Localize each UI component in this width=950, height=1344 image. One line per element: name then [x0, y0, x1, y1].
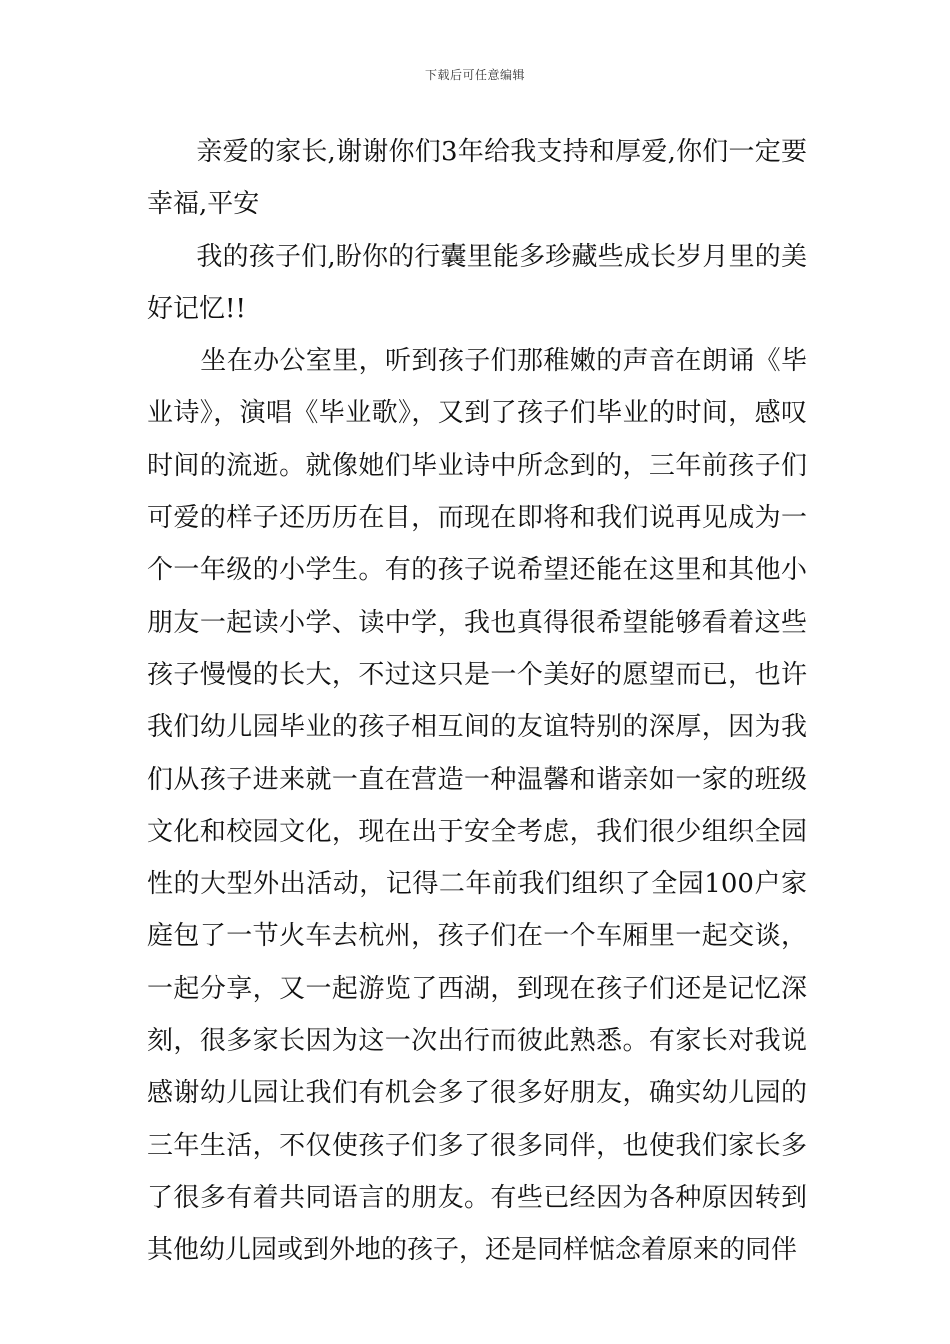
paragraph-thanks-parents: 亲爱的家长,谢谢你们3年给我支持和厚爱,你们一定要幸福,平安 — [147, 137, 807, 220]
page-header: 下载后可任意编辑 — [424, 68, 525, 82]
paragraph-graduation: 坐在办公室里，听到孩子们那稚嫩的声音在朗诵《毕业诗》，演唱《毕业歌》，又到了孩子们毕业的时间，感叹时间的流逝。就像她们毕业诗中所念到的，三年前孩子们可爱的样子还历历在目，而现在即将和我们说再见成为一个一年级的小学生。有的孩子说希望还能在这里和其他小朋友一起读小学、读中学，我也真得很希望能够看着这些孩子慢慢的长大，不过这只是一个美好的愿望而已，也许我们幼儿园毕业的孩子相互间的友谊特别的深厚，因为我们从孩子进来就一直在营造一种温馨和谐亲如一家的班级文化和校园文化，现在出于安全考虑，我们很少组织全园性的大型外出活动，记得二年前我们组织了全园100户家庭包了一节火车去杭州，孩子们在一个车厢里一起交谈，一起分享，又一起游览了西湖，到现在孩子们还是记忆深刻，很多家长因为这一次出行而彼此熟悉。有家长对我说感谢幼儿园让我们有机会多了很多好朋友，确实幼儿园的三年生活，不仅使孩子们多了很多同伴，也使我们家长多了很多有着共同语言的朋友。有些已经因为各种原因转到其他幼儿园或到外地的孩子，还是同样惦念着原来的同伴 — [147, 346, 807, 1266]
paragraph-children-memories: 我的孩子们,盼你的行囊里能多珍藏些成长岁月里的美好记忆!! — [147, 241, 807, 324]
document-body — [147, 126, 807, 1277]
